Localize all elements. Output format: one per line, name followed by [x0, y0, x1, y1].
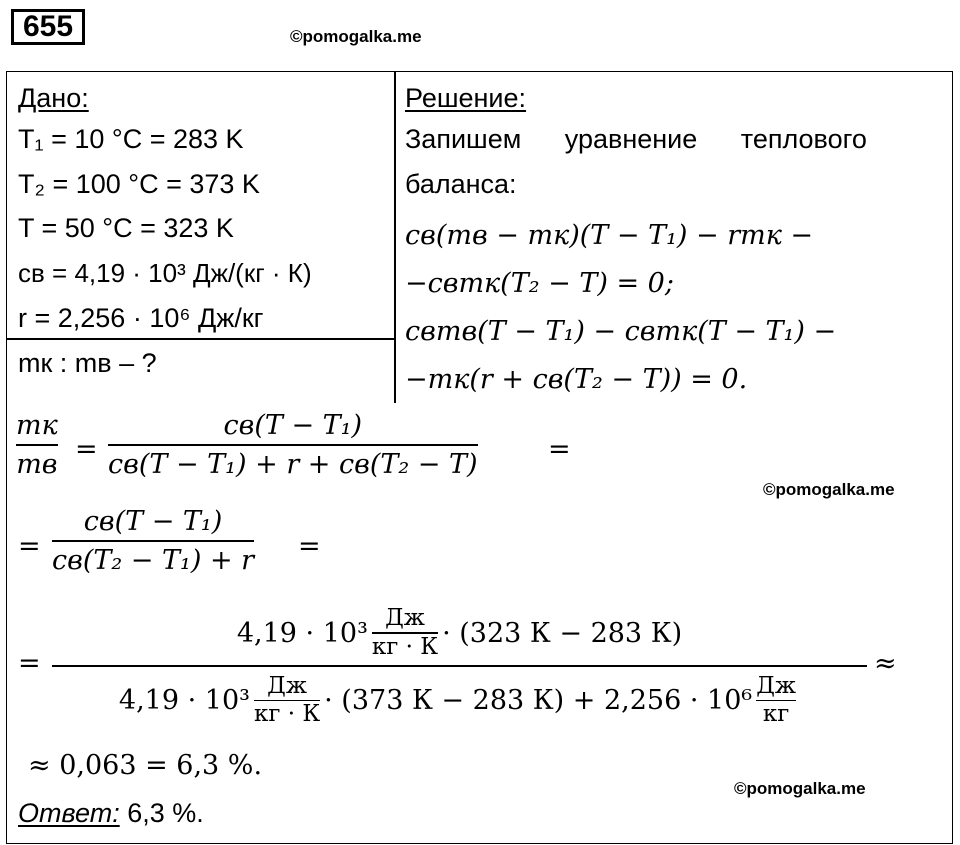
unit2-top: Дж — [756, 672, 797, 699]
approx-sign: ≈ — [874, 648, 897, 679]
answer-value: 6,3 %. — [127, 798, 204, 828]
unit-fraction — [254, 674, 320, 728]
solution-intro-2: баланса: — [405, 169, 517, 199]
given-heading: Дано: — [18, 83, 89, 113]
equation-2-line-1: cвmв(T − T₁) − cвmк(T − T₁) − — [405, 316, 837, 347]
watermark-top: ©pomogalka.me — [290, 27, 422, 46]
fraction-bar — [52, 540, 254, 542]
fraction-bar — [108, 444, 478, 446]
unit-top: Дж — [267, 672, 307, 699]
fraction-2 — [52, 506, 254, 576]
ratio-denominator: mв — [16, 448, 58, 480]
denominator-coefficient: 4,19 · 10³ — [118, 685, 250, 716]
numerator-tail: · (323 К − 283 К) — [442, 617, 683, 649]
given-t2: T₂ = 100 °C = 373 K — [18, 169, 260, 199]
unit-bottom: кг · К — [253, 701, 321, 728]
solution-intro-1: Запишем уравнение теплового — [405, 124, 867, 154]
fraction-2-denominator: cв(T₂ − T₁) + r — [52, 544, 255, 576]
denominator-tail: · (373 К − 283 К) + 2,256 · 10⁶ — [324, 685, 753, 716]
solution-heading: Решение: — [405, 83, 527, 113]
numerator-coefficient: 4,19 · 10³ — [236, 617, 368, 649]
problem-number: 655 — [11, 9, 85, 45]
answer-line — [18, 800, 204, 827]
equation-1-line-2: −cвmк(T₂ − T) = 0; — [405, 268, 674, 299]
divider-vertical — [394, 71, 396, 403]
fraction-2-numerator: cв(T − T₁) — [83, 506, 223, 537]
given-r: r = 2,256 · 10⁶ Дж/кг — [18, 303, 264, 333]
given-t: T = 50 °C = 323 K — [18, 213, 234, 243]
divider-horizontal — [6, 338, 395, 340]
given-t1: T₁ = 10 °C = 283 K — [18, 124, 244, 154]
fraction-1-numerator: cв(T − T₁) — [223, 410, 363, 441]
equals-sign: = — [18, 531, 41, 562]
unit-fraction-2 — [756, 674, 796, 728]
equals-sign: = — [75, 434, 98, 465]
fraction-1-denominator: cв(T − T₁) + r + cв(T₂ − T) — [108, 448, 478, 480]
ratio-fraction — [16, 410, 58, 480]
numeric-numerator — [52, 604, 867, 662]
equals-sign: = — [298, 531, 321, 562]
unit2-bottom: кг — [762, 701, 790, 728]
fraction-bar — [52, 665, 867, 667]
find-ratio: mк : mв – ? — [18, 348, 157, 378]
equation-2-line-2: −mк(r + cв(T₂ − T)) = 0. — [405, 364, 748, 395]
equation-1-line-1: cв(mв − mк)(T − T₁) − rmк − — [405, 220, 814, 251]
answer-label: Ответ: — [18, 798, 120, 828]
equals-sign: = — [18, 648, 41, 679]
numeric-denominator — [52, 670, 867, 732]
watermark-middle: ©pomogalka.me — [763, 480, 895, 499]
unit-bottom: кг · К — [371, 633, 439, 660]
fraction-bar — [16, 444, 58, 446]
numeric-fraction — [52, 604, 867, 732]
unit-fraction — [372, 606, 438, 660]
ratio-numerator: mк — [16, 410, 58, 441]
equals-sign: = — [548, 434, 571, 465]
unit-top: Дж — [385, 605, 425, 632]
watermark-bottom: ©pomogalka.me — [734, 779, 866, 798]
given-cv: cв = 4,19 · 10³ Дж/(кг · К) — [18, 258, 312, 288]
fraction-1 — [108, 410, 478, 480]
result-line: ≈ 0,063 = 6,3 %. — [28, 750, 263, 781]
